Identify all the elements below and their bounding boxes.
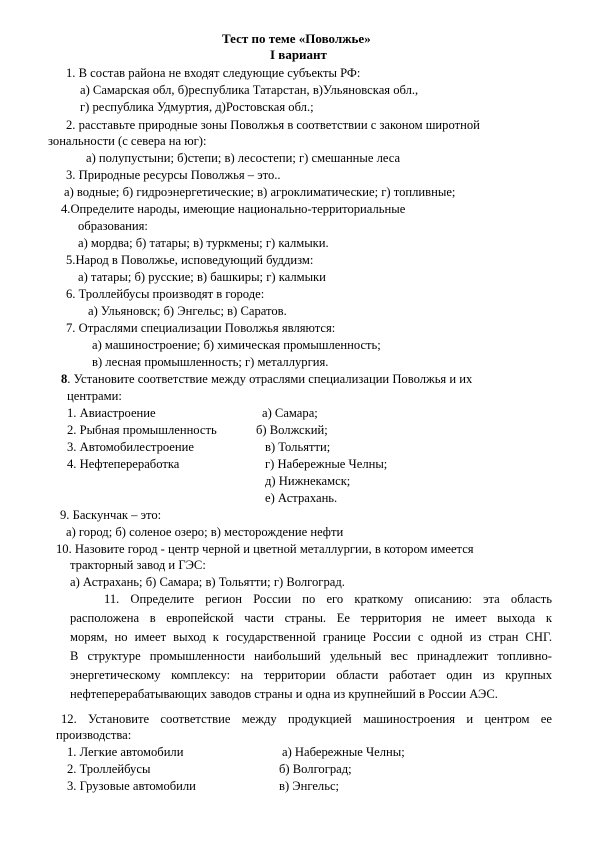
question-3: 3. Природные ресурсы Поволжья – это.. <box>66 168 281 182</box>
question-8-number: 8 <box>61 372 68 386</box>
q12-right-item: в) Энгельс; <box>279 779 340 793</box>
q12-right-item: б) Волгоград; <box>279 762 352 776</box>
question-10-options: а) Астрахань; б) Самара; в) Тольятти; г) Волгоград. <box>70 575 345 589</box>
question-1-options: г) республика Удмуртия, д)Ростовская обл.; <box>80 100 314 114</box>
q8-right-item: е) Астрахань. <box>265 491 338 505</box>
q8-left-item: 1. Авиастроение <box>67 406 156 420</box>
question-3-options: а) водные; б) гидроэнергетические; в) агроклиматические; г) топливные; <box>64 185 456 199</box>
q8-right-item: а) Самара; <box>262 406 318 420</box>
question-7: 7. Отраслями специализации Поволжья являются: <box>66 321 336 335</box>
question-9-options: а) город; б) соленое озеро; в) месторождение нефти <box>66 525 344 539</box>
question-6-options: а) Ульяновск; б) Энгельс; в) Саратов. <box>88 304 287 318</box>
question-5: 5.Народ в Поволжье, исповедующий буддизм: <box>66 253 314 267</box>
question-10: тракторный завод и ГЭС: <box>70 558 206 572</box>
question-4: образования: <box>78 219 148 233</box>
q12-right-item: а) Набережные Челны; <box>282 745 405 759</box>
q8-right-item: б) Волжский; <box>256 423 328 437</box>
question-11: расположена в европейской части страны. Ее территория не имеет выхода к <box>70 611 552 625</box>
question-1-options: а) Самарская обл, б)республика Татарстан, в)Ульяновская обл., <box>80 83 419 97</box>
question-11: энергетическому комплексу: на территории области работает один из крупных <box>70 668 552 682</box>
page-title: Тест по теме «Поволжье» <box>222 31 371 46</box>
question-10: 10. Назовите город - центр черной и цветной металлургии, в котором имеется <box>56 542 474 556</box>
q12-left-item: 1. Легкие автомобили <box>67 745 184 759</box>
question-2: 2. расставьте природные зоны Поволжья в соответствии с законом широтной <box>66 118 480 132</box>
question-6: 6. Троллейбусы производят в городе: <box>66 287 265 301</box>
question-12: 12. Установите соответствие между продукцией машиностроения и центром ее <box>61 712 552 726</box>
question-9: 9. Баскунчак – это: <box>60 508 162 522</box>
question-11: 11. Определите регион России по его краткому описанию: эта область <box>104 592 552 606</box>
question-2: зональности (с севера на юг): <box>48 134 207 148</box>
q8-left-item: 3. Автомобилестроение <box>67 440 194 454</box>
question-1: 1. В состав района не входят следующие субъекты РФ: <box>66 66 361 80</box>
question-8-text: . Установите соответствие между отраслями специализации Поволжья и их <box>67 372 473 386</box>
question-11: В структуре промышленности наибольший удельный вес принадлежит топливно- <box>70 649 552 663</box>
q8-left-item: 4. Нефтепереработка <box>67 457 180 471</box>
question-7-options: в) лесная промышленность; г) металлургия. <box>92 355 329 369</box>
variant-heading: I вариант <box>270 47 327 62</box>
q8-right-item: г) Набережные Челны; <box>265 457 388 471</box>
question-4-options: а) мордва; б) татары; в) туркмены; г) калмыки. <box>78 236 329 250</box>
question-11: нефтеперерабатывающих заводов страны и одна из крупнейший в России АЭС. <box>70 687 498 701</box>
q12-left-item: 2. Троллейбусы <box>67 762 151 776</box>
q12-left-item: 3. Грузовые автомобили <box>67 779 196 793</box>
question-7-options: а) машиностроение; б) химическая промышленность; <box>92 338 381 352</box>
question-11: морям, но имеет выход к государственной границе России с одной из стран СНГ. <box>70 630 552 644</box>
q8-right-item: д) Нижнекамск; <box>265 474 351 488</box>
question-2-options: а) полупустыни; б)степи; в) лесостепи; г) смешанные леса <box>86 151 401 165</box>
question-4: 4.Определите народы, имеющие национально-территориальные <box>61 202 406 216</box>
question-8: центрами: <box>67 389 122 403</box>
question-8 <box>61 372 472 387</box>
question-5-options: а) татары; б) русские; в) башкиры; г) калмыки <box>78 270 326 284</box>
q8-right-item: в) Тольятти; <box>265 440 331 454</box>
q8-left-item: 2. Рыбная промышленность <box>67 423 217 437</box>
question-12: производства: <box>56 728 132 742</box>
